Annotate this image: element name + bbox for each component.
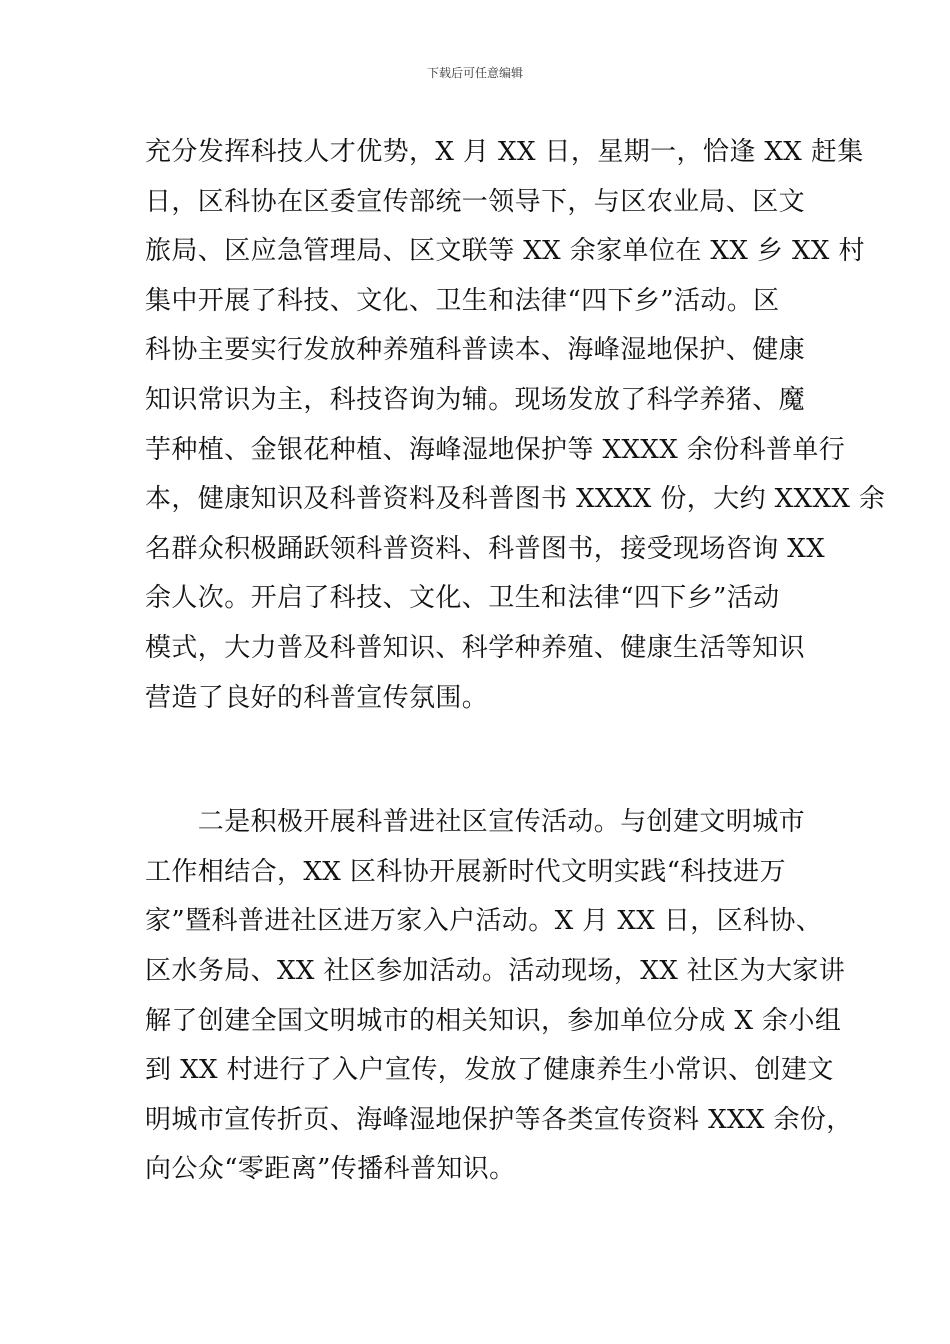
paragraph-spacer	[145, 723, 805, 798]
text-line: 名群众积极踊跃领科普资料、科普图书，接受现场咨询 XX	[145, 533, 826, 564]
text-line: 芋种植、金银花种植、海峰湿地保护等 XXXX 余份科普单行	[145, 434, 846, 465]
text-line: 模式，大力普及科普知识、科学种养殖、健康生活等知识	[145, 632, 806, 663]
document-body	[145, 128, 886, 1195]
paragraph-1	[145, 128, 886, 723]
text-line: 到 XX 村进行了入户宣传，发放了健康养生小常识、创建文	[145, 1055, 834, 1086]
text-line: 工作相结合，XX 区科协开展新时代文明实践“科技进万	[145, 856, 786, 887]
text-line: 二是积极开展科普进社区宣传活动。与创建文明城市	[145, 807, 806, 838]
text-line: 区水务局、XX 社区参加活动。活动现场，XX 社区为大家讲	[145, 955, 846, 986]
text-line: 营造了良好的科普宣传氛围。	[145, 682, 489, 713]
text-line: 知识常识为主，科技咨询为辅。现场发放了科学养猪、魔	[145, 384, 806, 415]
text-line: 余人次。开启了科技、文化、卫生和法律“四下乡”活动	[145, 583, 780, 614]
text-line: 本，健康知识及科普资料及科普图书 XXXX 份，大约 XXXX 余	[145, 484, 886, 515]
text-line: 充分发挥科技人才优势，X 月 XX 日，星期一，恰逢 XX 赶集	[145, 137, 864, 167]
text-line: 向公众“零距离”传播科普知识。	[145, 1154, 516, 1185]
text-line: 日，区科协在区委宣传部统一领导下，与区农业局、区文	[145, 186, 806, 217]
text-line: 旅局、区应急管理局、区文联等 XX 余家单位在 XX 乡 XX 村	[145, 236, 865, 267]
text-line: 明城市宣传折页、海峰湿地保护等各类宣传资料 XXX 余份，	[145, 1104, 853, 1135]
paragraph-2	[145, 798, 853, 1195]
text-line: 集中开展了科技、文化、卫生和法律“四下乡”活动。区	[145, 285, 780, 316]
text-line: 家”暨科普进社区进万家入户活动。X 月 XX 日，区科协、	[145, 906, 823, 937]
page-header: 下载后可任意编辑	[426, 66, 523, 80]
text-line: 科协主要实行发放种养殖科普读本、海峰湿地保护、健康	[145, 335, 806, 366]
text-line: 解了创建全国文明城市的相关知识，参加单位分成 X 余小组	[145, 1005, 842, 1036]
